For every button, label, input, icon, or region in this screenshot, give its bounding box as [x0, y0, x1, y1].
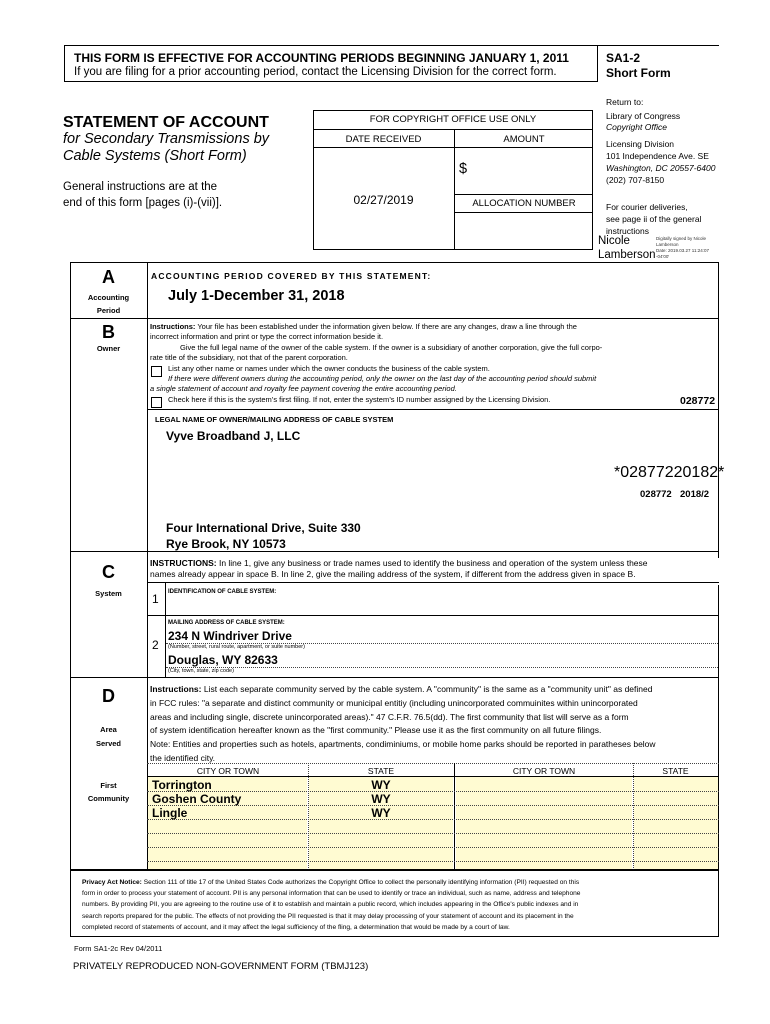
return-line-1: Library of Congress: [606, 111, 681, 121]
column-city-header-2: CITY OR TOWN: [512, 766, 576, 776]
column-city-header: CITY OR TOWN: [196, 766, 260, 776]
accounting-period-heading: ACCOUNTING PERIOD COVERED BY THIS STATEMENT:: [151, 271, 432, 281]
effective-notice: THIS FORM IS EFFECTIVE FOR ACCOUNTING PERIODS BEGINNING JANUARY 1, 2011: [74, 51, 569, 65]
owner-name: Vyve Broadband J, LLC: [166, 429, 301, 443]
accounting-period-value: July 1-December 31, 2018: [168, 288, 345, 304]
period-code: 2018/2: [680, 489, 710, 500]
office-use-divider: [454, 129, 455, 250]
general-instructions-2: end of this form [pages (i)-(vii)].: [63, 197, 223, 209]
return-line-4: 101 Independence Ave. SE: [606, 151, 709, 161]
community-city: Torrington: [152, 778, 212, 792]
street-hint: (Number, street, rural route, apartment, or suite number): [168, 644, 305, 650]
space-b-rule-1: [147, 409, 719, 410]
space-c-number-divider: [165, 582, 166, 677]
identification-label: IDENTIFICATION OF CABLE SYSTEM:: [168, 589, 277, 595]
prior-period-notice: If you are filing for a prior accounting period, contact the Licensing Division for the correct form.: [74, 66, 557, 78]
form-subtitle-2: Cable Systems (Short Form): [63, 148, 247, 164]
barcode-text: *02877220182*: [614, 464, 725, 481]
city-dotted-line: [166, 667, 718, 668]
table-col-rule-3: [633, 763, 634, 870]
space-b-letter: B: [102, 322, 115, 342]
other-names-checkbox[interactable]: [151, 366, 162, 377]
frame-top: [70, 262, 719, 263]
date-received-label: DATE RECEIVED: [345, 134, 422, 145]
office-use-box: [313, 110, 593, 250]
office-use-rule-3: [454, 194, 593, 195]
community-city: Lingle: [152, 806, 188, 820]
space-d-label-1: Area: [100, 725, 117, 734]
courier-line-1: For courier deliveries,: [606, 202, 688, 212]
table-row-rule-6: [147, 861, 719, 862]
return-line-3: Licensing Division: [606, 139, 675, 149]
space-d-instructions: Instructions: List each separate community served by the cable system. A "community" is the same as a "community unit" as defined in FCC rules: "a separate and distinct community or municipal entitiy (including unincorporated commuinites within unincorporated areas and including single, discrete unincorporated areas)." 47 C.F.R. 76.5(dd). The first community that list will serve as a form of system identification hereafter known as the "first community." Please use it as the first community on all future filings. Note: Entities and properties such as hotels, apartments, condiminiums, or mobile home parks should be reported in paratheses below the identified city.: [150, 684, 656, 763]
office-use-rule-4: [454, 212, 593, 213]
space-b-label: Owner: [96, 344, 121, 353]
mailing-address-label: MAILING ADDRESS OF CABLE SYSTEM:: [168, 620, 285, 626]
space-d-letter: D: [102, 686, 115, 706]
header-top-rule: [64, 45, 719, 46]
office-use-heading: FOR COPYRIGHT OFFICE USE ONLY: [369, 114, 537, 125]
line-2-number: 2: [152, 638, 159, 652]
city-hint: (City, town, state, zip code): [168, 668, 234, 674]
space-a-letter: A: [102, 267, 115, 287]
space-c-rule-1: [147, 582, 719, 583]
amount-label: AMOUNT: [503, 134, 545, 145]
space-b-instructions: Instructions: Your file has been established under the information given below. If there are any changes, draw a line through the incorrect information and print or type the correct information beside it. Give the full legal name of the owner of the cable system. If the owner is a subsidiary of another corporation, give the full corpo- rate title of the subsidiary, not that of the parent corporation. List any other name or names under which the owner conducts the business of the cable system. If there were different owners during the accounting period, only the owner on the last day of the accounting period should submit a single statement of account and royalty fee payment covering the entire accounting period. Check here if this is the system’s first filing. If not, enter the system’s ID number assigned by the Licensing Division.: [150, 322, 603, 404]
space-c-letter: C: [102, 562, 115, 582]
digital-signature-note: Digitally signed by Nicole Lamberson Date: 2019.03.27 11:24:07 -04'00': [656, 236, 709, 259]
space-a-label-1: Accounting: [87, 293, 130, 302]
right-border-bottom: [718, 585, 719, 870]
state-column-fill-2: [634, 776, 718, 869]
community-state: WY: [371, 792, 391, 806]
legal-name-label: LEGAL NAME OF OWNER/MAILING ADDRESS OF CABLE SYSTEM: [155, 415, 394, 424]
office-use-rule-1: [313, 129, 593, 130]
column-state-header-2: STATE: [662, 766, 689, 776]
table-row-rule-5: [147, 847, 719, 848]
space-a-label-2: Period: [96, 306, 121, 315]
community-city: Goshen County: [152, 792, 242, 806]
return-line-6: (202) 707-8150: [606, 175, 665, 185]
reproduced-notice: PRIVATELY REPRODUCED NON-GOVERNMENT FORM (TBMJ123): [73, 961, 369, 972]
header-divider: [597, 45, 598, 82]
signature-last-name: Lamberson: [598, 249, 656, 261]
city-column-fill-2: [456, 776, 632, 869]
date-received-value: 02/27/2019: [353, 193, 414, 207]
office-use-rule-2: [313, 147, 593, 148]
return-line-5: Washington, DC 20557-6400: [606, 163, 716, 173]
general-instructions-1: General instructions are at the: [63, 181, 218, 193]
space-c-instructions: INSTRUCTIONS: In line 1, give any business or trade names used to identify the business and operation of the system unless these names already appear in space B. In line 2, give the mailing address of the system, if different from the address given in space B.: [150, 558, 648, 579]
system-city: Douglas, WY 82633: [168, 653, 278, 667]
owner-address-1: Four International Drive, Suite 330: [166, 521, 361, 535]
first-community-label-1: First: [100, 781, 117, 790]
column-state-header: STATE: [367, 766, 395, 776]
return-to-label: Return to:: [606, 97, 644, 107]
space-c-label: System: [95, 589, 122, 598]
line-1-number: 1: [152, 592, 159, 606]
system-id-short: 028772: [640, 489, 672, 500]
signature-first-name: Nicole: [598, 235, 630, 247]
table-row-rule-4: [147, 833, 719, 834]
community-state: WY: [371, 778, 391, 792]
courier-line-3: instructions: [606, 226, 649, 236]
form-title: STATEMENT OF ACCOUNT: [63, 114, 269, 131]
privacy-notice: Privacy Act Notice: Section 111 of title 17 of the United States Code authorizes the Copyright Office to collect the personally identifying information (PII) requested on this form in order to process your statement of account. PII is any personal information that can be used to identify or trace an individual, such as name, address and telephone numbers. By providing PII, you are agreeing to the routine use of it to establish and maintain a public record, which includes appearing in the Office's public indexes and in search reports prepared for the public. The effects of not providing the PII requested is that it may delay processing of your statement of account and its placement in the completed record of statements of account, and it may affect the legal sufficiency of the fling, a determination that would be made by a court of law.: [82, 879, 581, 931]
system-street: 234 N Windriver Drive: [168, 629, 292, 643]
system-id-value: 028772: [680, 395, 716, 407]
return-line-2: Copyright Office: [606, 122, 667, 132]
space-c-rule-2: [147, 615, 719, 616]
form-code: SA1-2: [606, 51, 641, 65]
dollar-sign: $: [459, 161, 468, 177]
first-community-label-2: Community: [87, 794, 130, 803]
space-a-bottom: [70, 318, 719, 319]
form-revision: Form SA1-2c Rev 04/2011: [74, 944, 163, 953]
space-d-label-2: Served: [95, 739, 122, 748]
space-b-bottom: [70, 551, 719, 552]
form-type: Short Form: [606, 66, 671, 80]
header-bottom-rule: [64, 81, 598, 82]
header-left-rule: [64, 45, 65, 82]
table-col-rule-2: [454, 763, 455, 870]
first-filing-checkbox[interactable]: [151, 397, 162, 408]
space-c-bottom: [70, 677, 719, 678]
allocation-number-label: ALLOCATION NUMBER: [472, 198, 576, 209]
right-border-top: [718, 262, 719, 558]
owner-address-2: Rye Brook, NY 10573: [166, 537, 286, 551]
courier-line-2: see page ii of the general: [606, 214, 702, 224]
form-subtitle-1: for Secondary Transmissions by: [63, 131, 270, 147]
community-state: WY: [371, 806, 391, 820]
